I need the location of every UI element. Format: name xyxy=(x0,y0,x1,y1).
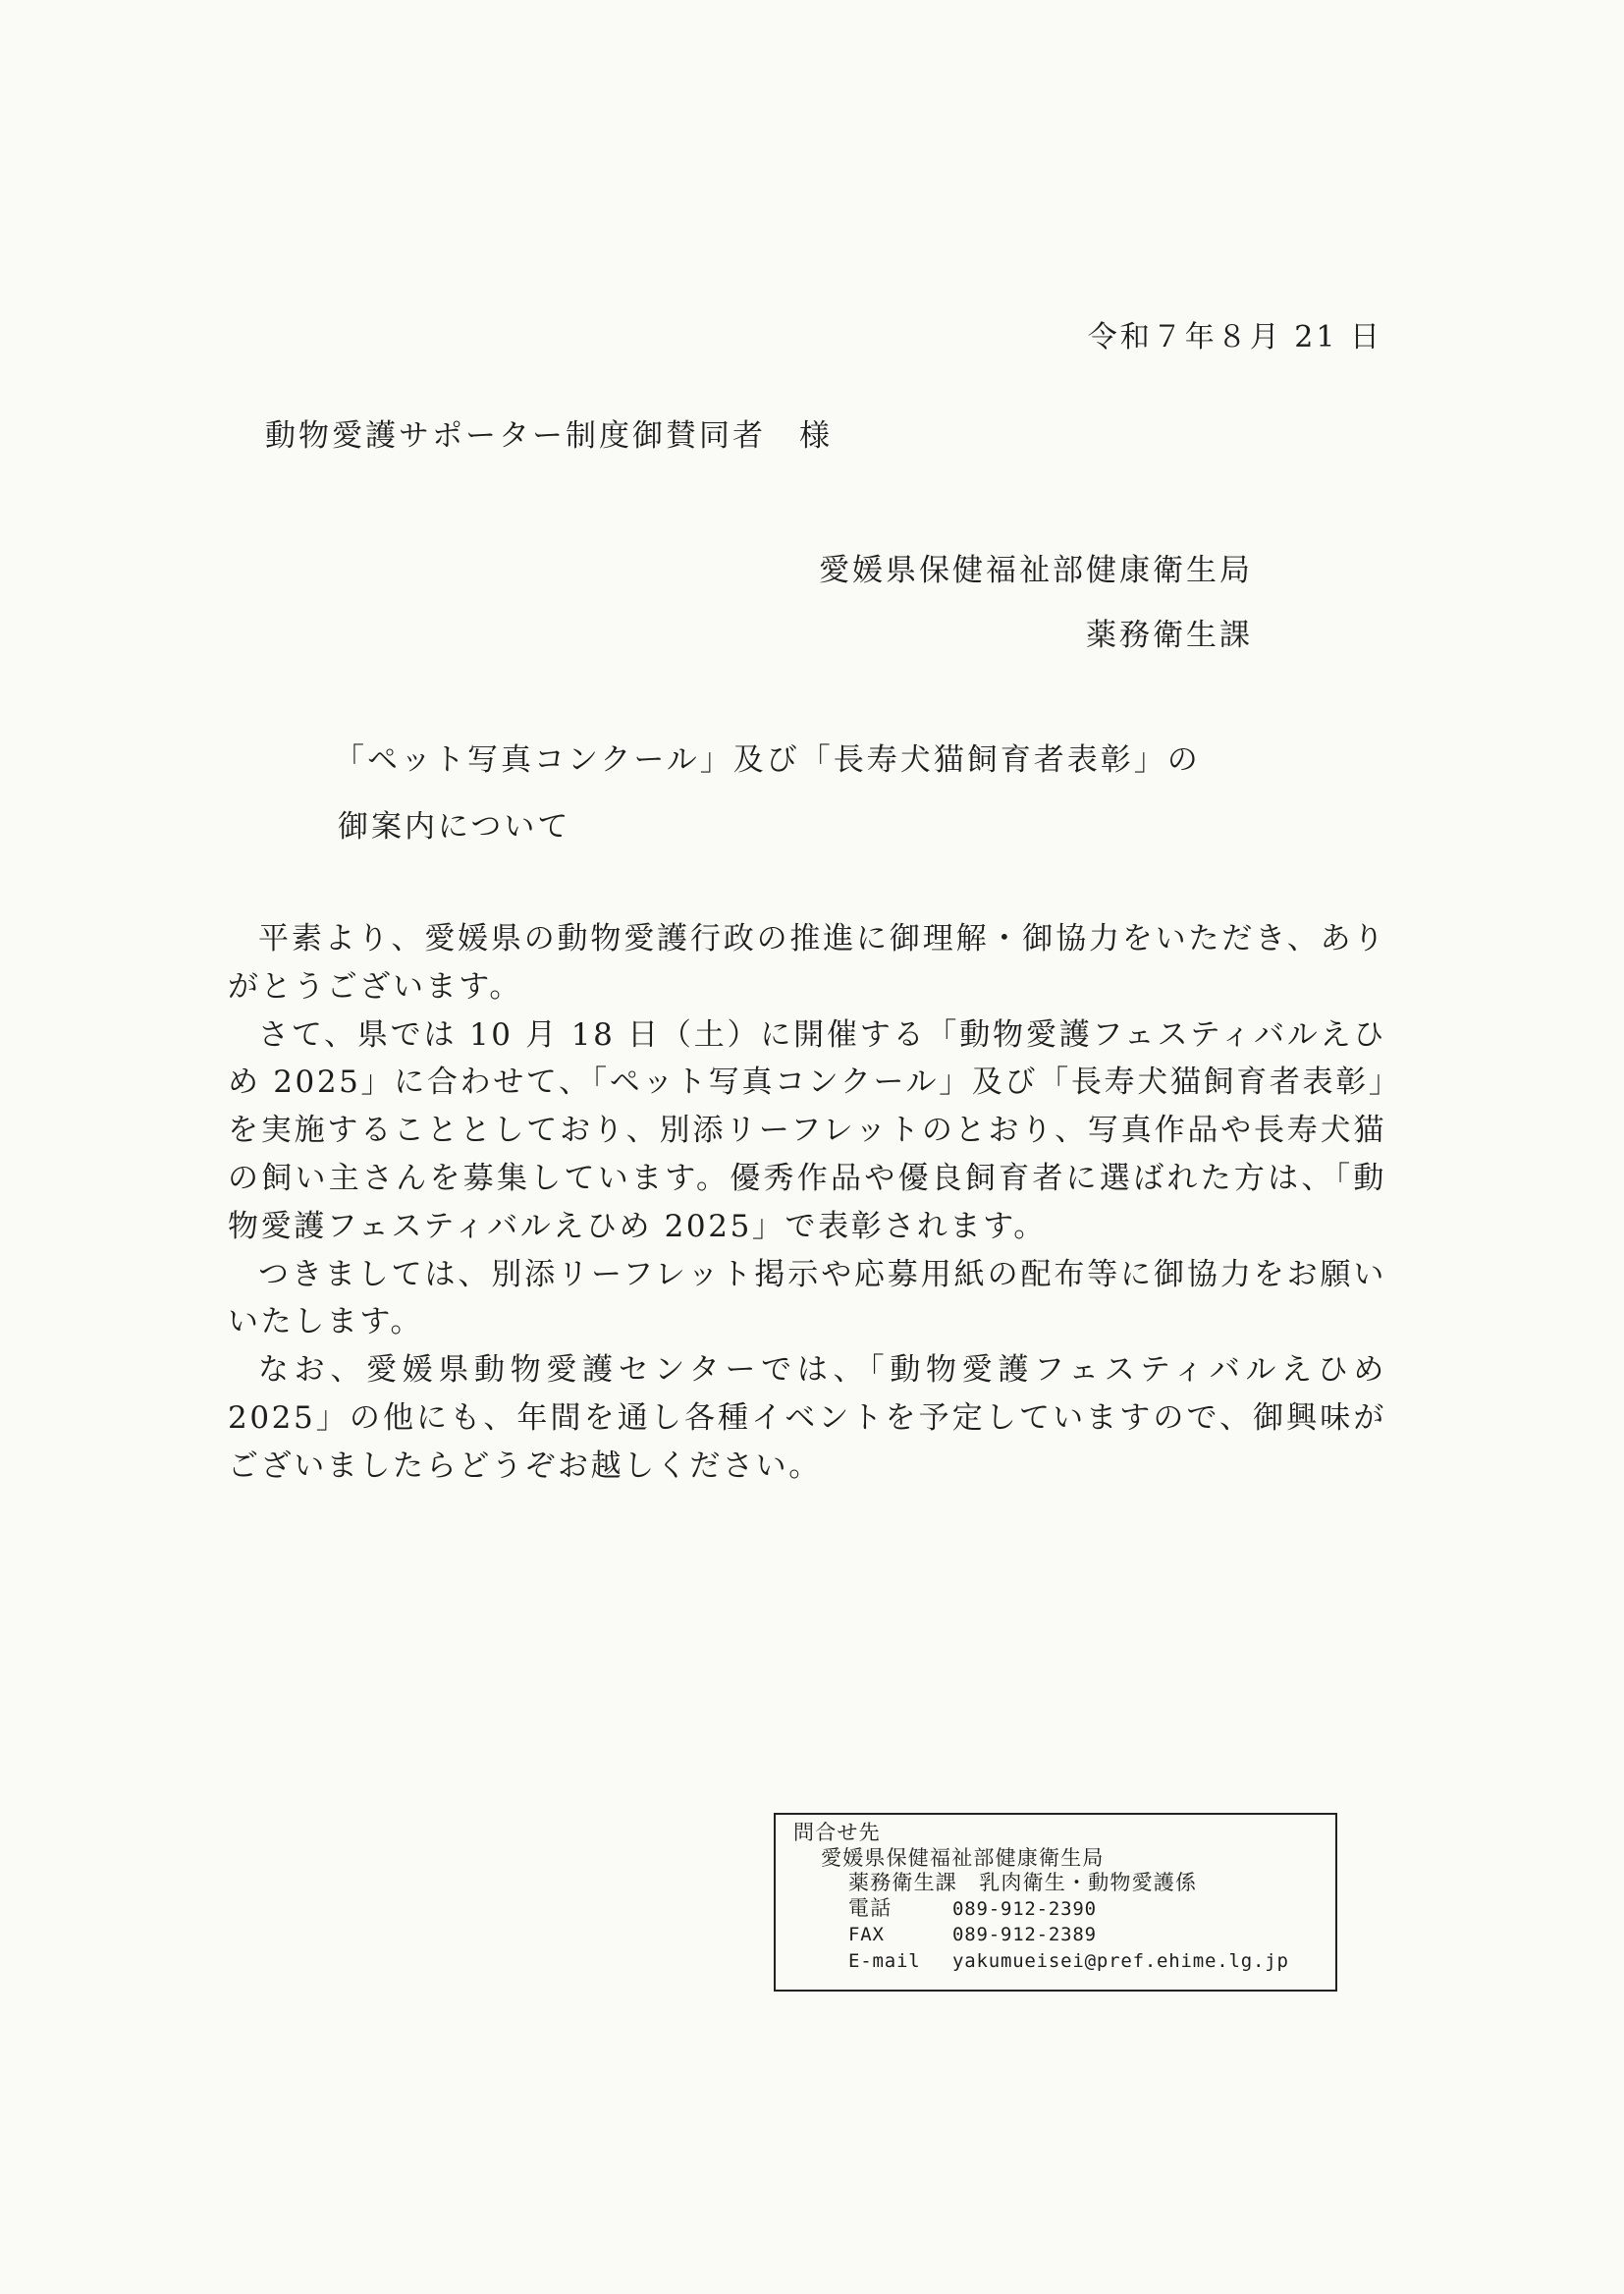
email-address: yakumueisei@pref.ehime.lg.jp xyxy=(952,1949,1289,1972)
body-paragraph-events: なお、愛媛県動物愛護センターでは、「動物愛護フェスティバルえひめ 2025」の他にも、年間を通し各種イベントを予定していますので、御興味がございましたらどうぞお越しください。 xyxy=(228,1352,1386,1484)
fax-number: 089-912-2389 xyxy=(952,1924,1097,1945)
contact-email-row xyxy=(793,1948,1335,1975)
letter-body xyxy=(228,915,1386,1491)
letter-date: 令和７年８月 21 日 xyxy=(1087,320,1382,355)
contact-fax-row xyxy=(793,1922,1335,1948)
phone-label: 電話 xyxy=(848,1895,893,1920)
fax-label: FAX xyxy=(848,1924,885,1945)
subject-title xyxy=(334,727,1201,860)
contact-department: 愛媛県保健福祉部健康衛生局 xyxy=(821,1845,1105,1870)
contact-section: 薬務衛生課 乳肉衛生・動物愛護係 xyxy=(848,1871,1198,1894)
sender-organization: 愛媛県保健福祉部健康衛生局 xyxy=(819,553,1253,588)
body-paragraph-announcement: さて、県では 10 月 18 日（土）に開催する「動物愛護フェスティバルえひめ 2025」に合わせて、「ペット写真コンクール」及び「長寿犬猫飼育者表彰」を実施することとしており、別添リーフレットのとおり、写真作品や長寿犬猫の飼い主さんを募集しています。優秀作品や優良飼育者に選ばれた方は、「動物愛護フェスティバルえひめ 2025」で表彰されます。 xyxy=(228,1016,1386,1244)
sender-section: 薬務衛生課 xyxy=(1086,618,1253,653)
sender-block xyxy=(819,538,1253,668)
addressee: 動物愛護サポーター制度御賛同者 様 xyxy=(265,418,833,454)
contact-title: 問合せ先 xyxy=(793,1821,881,1844)
phone-number: 089-912-2390 xyxy=(952,1897,1097,1920)
contact-box xyxy=(774,1813,1337,1992)
body-paragraph-request: つきましては、別添リーフレット掲示や応募用紙の配布等に御協力をお願いいたします。 xyxy=(228,1256,1386,1340)
subject-line-2: 御案内について xyxy=(338,809,571,845)
email-label: E-mail xyxy=(848,1949,921,1972)
subject-line-1: 「ペット写真コンクール」及び「長寿犬猫飼育者表彰」の xyxy=(334,742,1201,778)
body-paragraph-greeting: 平素より、愛媛県の動物愛護行政の推進に御理解・御協力をいただき、ありがとうございます。 xyxy=(228,921,1386,1005)
contact-phone-row xyxy=(793,1896,1335,1923)
